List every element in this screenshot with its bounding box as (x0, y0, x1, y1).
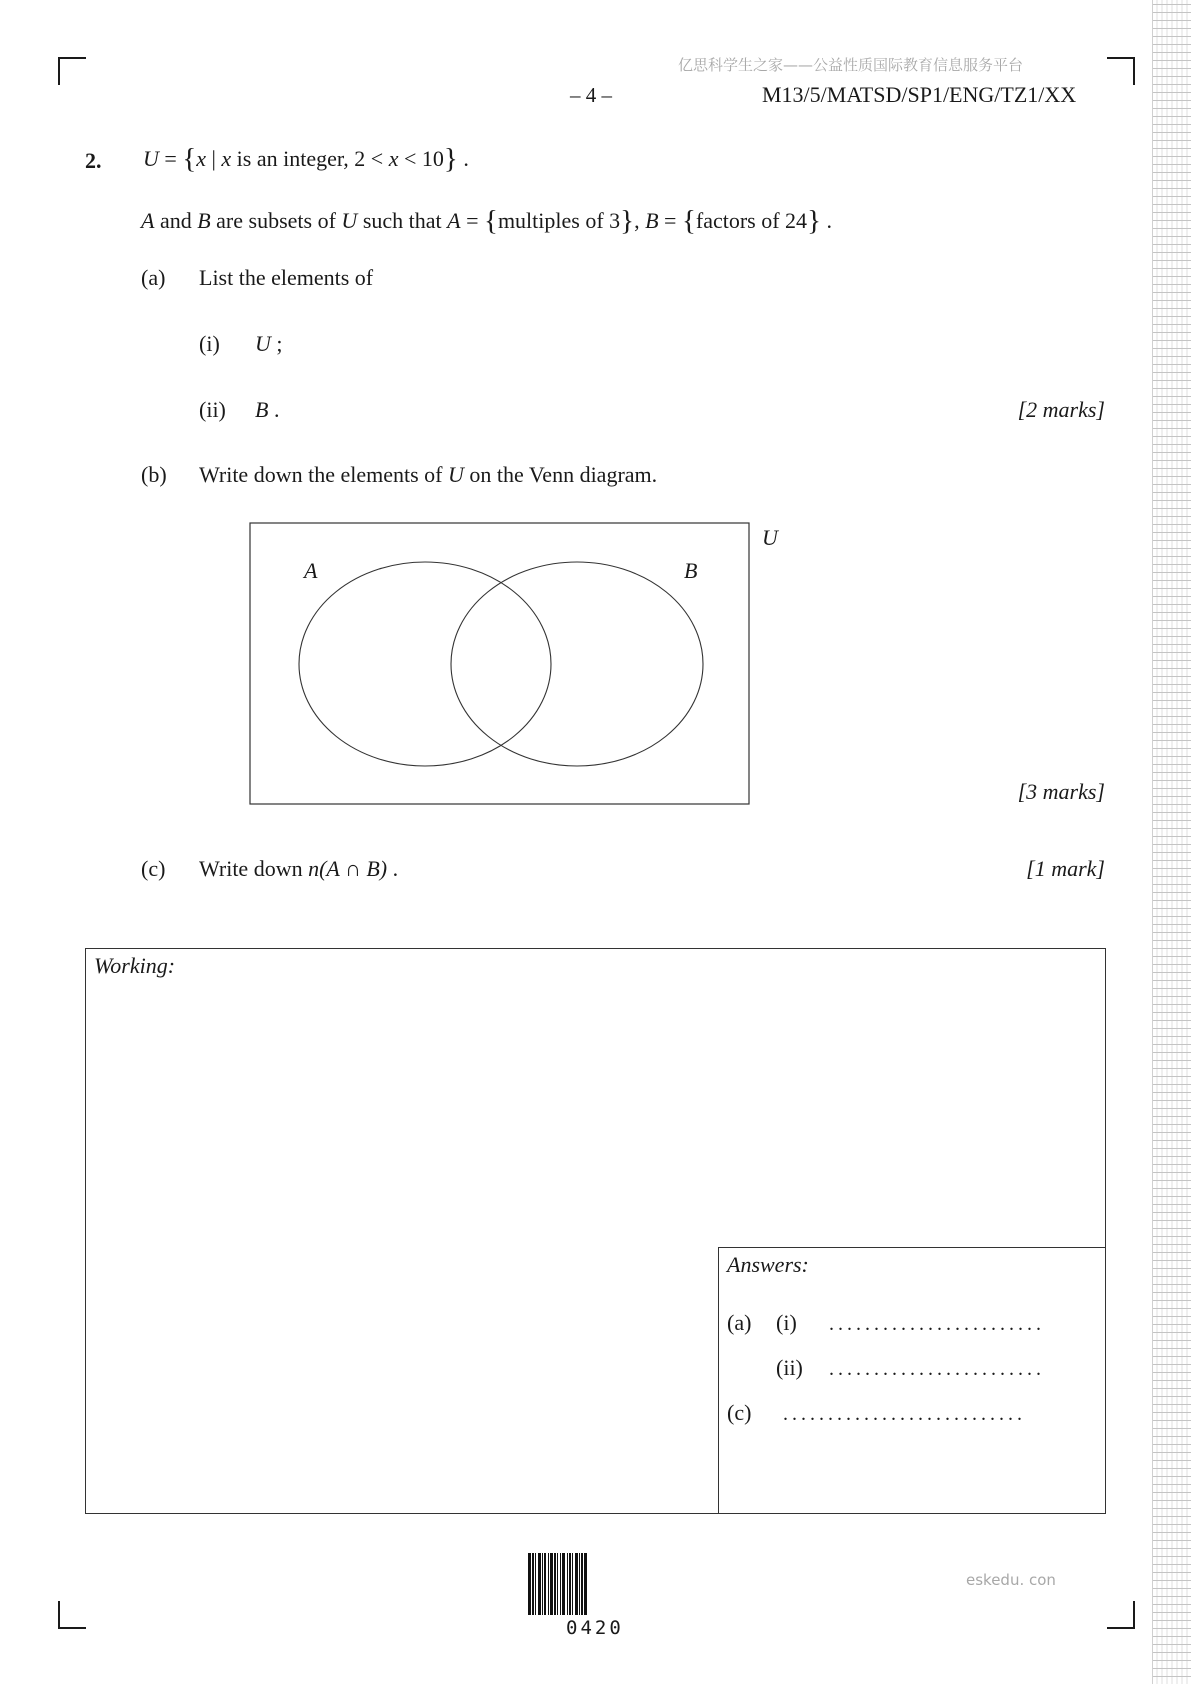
watermark-top: 亿思科学生之家——公益性质国际教育信息服务平台 (678, 56, 1024, 74)
text: and (154, 208, 198, 233)
venn-set-a-label: A (304, 558, 318, 583)
equals-sign: = (658, 208, 682, 233)
set-b-description: factors of 24 (695, 208, 808, 233)
crop-mark-bottom-left (58, 1601, 86, 1629)
part-c-marks: [1 mark] (1026, 856, 1105, 881)
var-b: B (645, 208, 659, 233)
var-x: x (196, 146, 206, 171)
venn-diagram[interactable] (240, 515, 800, 810)
brace-open: { (681, 205, 696, 237)
answer-dots: ........................... (783, 1403, 1026, 1425)
var-u: U (255, 331, 271, 356)
brace-close: } (443, 143, 458, 175)
text: are subsets of (210, 208, 342, 233)
part-b-label: (b) (141, 462, 167, 487)
var-n: n (308, 856, 320, 881)
comma: , (634, 208, 646, 233)
paper-code: M13/5/MATSD/SP1/ENG/TZ1/XX (762, 82, 1077, 107)
text: such that (357, 208, 448, 233)
answer-a-i-label: (i) (776, 1310, 797, 1335)
var-u: U (143, 146, 159, 171)
universe-definition (143, 143, 469, 175)
answer-dots: ........................ (829, 1358, 1045, 1380)
barcode-stripe (584, 1553, 587, 1615)
crop-mark-top-right (1107, 57, 1135, 85)
subsets-definition (141, 205, 832, 237)
brace-close: } (807, 205, 821, 237)
question-number: 2. (85, 148, 102, 173)
condition-bound: < 10 (398, 146, 444, 171)
condition-text: is an integer, 2 < (231, 146, 389, 171)
venn-set-b-circle[interactable] (451, 562, 703, 766)
var-x: x (388, 146, 399, 171)
crop-mark-bottom-right (1107, 1601, 1135, 1629)
text: Write down the elements of (199, 462, 448, 487)
full-stop: . (387, 856, 399, 881)
var-a: A (141, 208, 155, 233)
page-number: – 4 – (570, 83, 612, 107)
full-stop: . (820, 208, 832, 233)
answer-a-i-field[interactable] (829, 1310, 1045, 1337)
var-u: U (341, 208, 358, 233)
var-u: U (447, 462, 464, 487)
semicolon: ; (270, 331, 283, 356)
part-a-ii-label: (ii) (199, 397, 226, 422)
equals-sign: = (158, 146, 183, 171)
working-label: Working: (94, 953, 176, 978)
var-x: x (221, 146, 232, 171)
answer-c-field[interactable] (783, 1400, 1026, 1427)
part-a-label: (a) (141, 265, 166, 290)
brace-open: { (182, 143, 197, 175)
part-c-label: (c) (141, 856, 166, 881)
set-a-description: multiples of 3 (497, 208, 621, 233)
side-margin-strip (1152, 0, 1191, 1684)
part-a-ii-content (255, 397, 279, 423)
venn-set-a-circle[interactable] (299, 562, 551, 766)
answers-box (718, 1247, 1106, 1514)
var-b: B (197, 208, 211, 233)
part-c-text (199, 856, 398, 882)
brace-close: } (620, 205, 635, 237)
text: on the Venn diagram. (463, 462, 658, 487)
answer-a-ii-label: (ii) (776, 1355, 803, 1380)
part-a-text: List the elements of (199, 265, 374, 290)
answer-dots: ........................ (829, 1313, 1045, 1335)
venn-universe-label: U (762, 525, 778, 550)
brace-open: { (484, 205, 498, 237)
full-stop: . (457, 146, 469, 171)
answer-a-ii-field[interactable] (829, 1355, 1045, 1382)
var-a: A (447, 208, 461, 233)
barcode-number: 0420 (566, 1617, 624, 1639)
part-b-text (199, 462, 657, 488)
text: Write down (199, 856, 309, 881)
part-a-i-content (255, 331, 283, 357)
part-b-marks: [3 marks] (1017, 779, 1105, 804)
barcode (528, 1553, 661, 1615)
part-a-i-label: (i) (199, 331, 220, 356)
crop-mark-top-left (58, 57, 86, 85)
answer-a-label: (a) (727, 1310, 752, 1335)
venn-set-b-label: B (684, 558, 698, 583)
equals-sign: = (460, 208, 485, 233)
answers-label: Answers: (727, 1252, 809, 1277)
answer-c-label: (c) (727, 1400, 752, 1425)
var-b: B (255, 397, 269, 422)
intersection-expression: (A ∩ B) (319, 856, 388, 881)
such-that-bar: | (206, 146, 222, 171)
venn-universe-rectangle[interactable] (250, 523, 749, 804)
watermark-bottom: eskedu. con (966, 1571, 1056, 1589)
part-a-marks: [2 marks] (1017, 397, 1105, 422)
full-stop: . (268, 397, 280, 422)
